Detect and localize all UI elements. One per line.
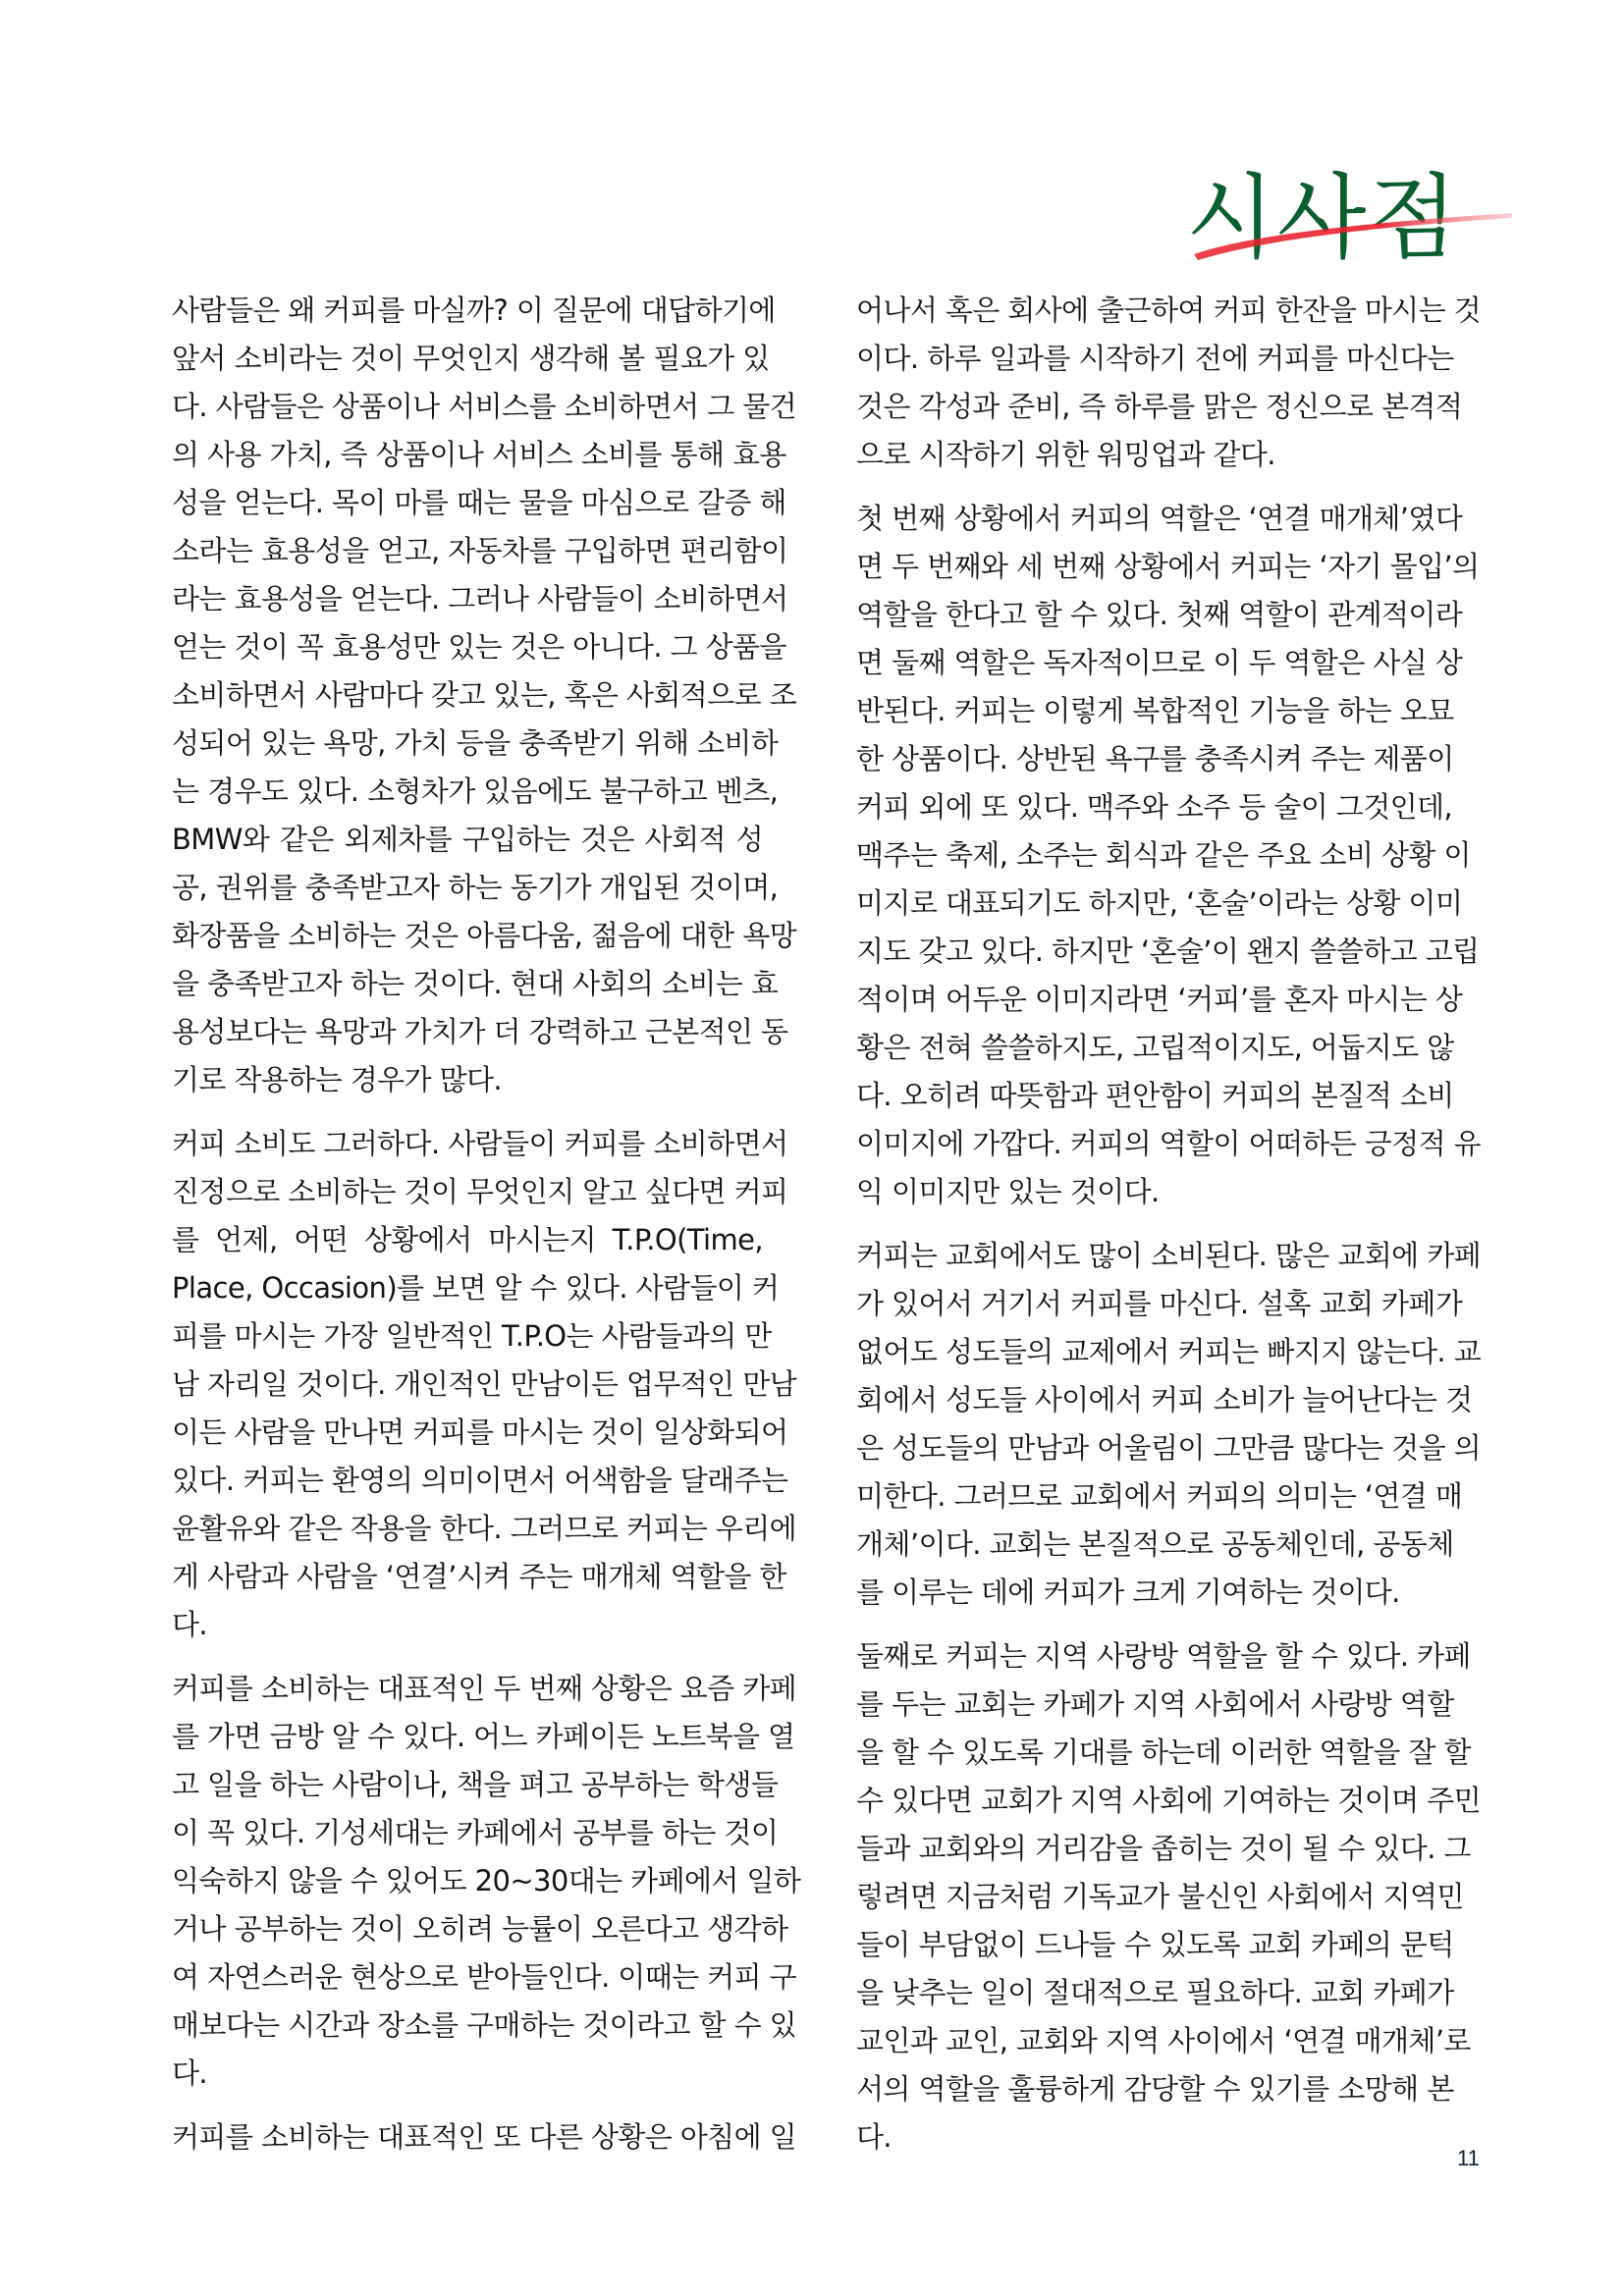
text-line: 면 둘째 역할은 독자적이므로 이 두 역할은 사실 상 bbox=[856, 646, 1463, 679]
paragraph bbox=[172, 2113, 797, 2162]
text-line: 의 사용 가치, 즉 상품이나 서비스 소비를 통해 효용 bbox=[172, 438, 786, 471]
text-line: 서의 역할을 훌륭하게 감당할 수 있기를 소망해 본 bbox=[856, 2072, 1454, 2106]
text-line: 는 경우도 있다. 소형차가 있음에도 불구하고 벤츠, bbox=[172, 774, 779, 808]
text-line: BMW와 같은 외제차를 구입하는 것은 사회적 성 bbox=[172, 823, 763, 856]
text-line: 수 있다면 교회가 지역 사회에 기여하는 것이며 주민 bbox=[856, 1784, 1482, 1817]
text-line: 얻는 것이 꼭 효용성만 있는 것은 아니다. 그 상품을 bbox=[172, 630, 786, 664]
red-brush-underline bbox=[1188, 201, 1522, 270]
paragraph bbox=[172, 287, 797, 1104]
text-line: Place, Occasion)를 보면 알 수 있다. 사람들이 커 bbox=[172, 1271, 780, 1305]
text-line: 거나 공부하는 것이 오히려 능률이 오른다고 생각하 bbox=[172, 1912, 788, 1946]
text-line: 게 사람과 사람을 ‘연결’시켜 주는 매개체 역할을 한 bbox=[172, 1560, 786, 1593]
text-line: 맥주는 축제, 소주는 회식과 같은 주요 소비 상황 이 bbox=[856, 838, 1471, 872]
text-line: 첫 번째 상황에서 커피의 역할은 ‘연결 매개체’였다 bbox=[856, 502, 1463, 535]
text-line: 개체’이다. 교회는 본질적으로 공동체인데, 공동체 bbox=[856, 1527, 1454, 1561]
text-line: 지도 갖고 있다. 하지만 ‘혼술’이 왠지 쓸쓸하고 고립 bbox=[856, 934, 1480, 968]
text-line: 가 있어서 거기서 커피를 마신다. 설혹 교회 카페가 bbox=[856, 1287, 1463, 1320]
text-line: 이든 사람을 만나면 커피를 마시는 것이 일상화되어 bbox=[172, 1415, 788, 1449]
text-line: 이다. 하루 일과를 시작하기 전에 커피를 마신다는 bbox=[856, 342, 1454, 375]
text-line: 남 자리일 것이다. 개인적인 만남이든 업무적인 만남 bbox=[172, 1367, 797, 1401]
page-number: 11 bbox=[1457, 2146, 1480, 2170]
text-line: 한 상품이다. 상반된 욕구를 충족시켜 주는 제품이 bbox=[856, 742, 1454, 775]
text-line: 이미지에 가깝다. 커피의 역할이 어떠하든 긍정적 유 bbox=[856, 1127, 1482, 1160]
text-line: 으로 시작하기 위한 워밍업과 같다. bbox=[856, 438, 1275, 471]
text-line: 용성보다는 욕망과 가치가 더 강력하고 근본적인 동 bbox=[172, 1015, 788, 1048]
text-line: 다. 사람들은 상품이나 서비스를 소비하면서 그 물건 bbox=[172, 390, 797, 423]
text-line: 둘째로 커피는 지역 사랑방 역할을 할 수 있다. 카페 bbox=[856, 1639, 1471, 1673]
text-line: 있다. 커피는 환영의 의미이면서 어색함을 달래주는 bbox=[172, 1464, 788, 1497]
text-line: 다. bbox=[856, 2120, 893, 2154]
text-line: 화장품을 소비하는 것은 아름다움, 젊음에 대한 욕망 bbox=[172, 919, 797, 952]
text-line: 진정으로 소비하는 것이 무엇인지 알고 싶다면 커피 bbox=[172, 1175, 788, 1208]
paragraph bbox=[172, 1120, 797, 1649]
text-line: 것은 각성과 준비, 즉 하루를 맑은 정신으로 본격적 bbox=[856, 390, 1463, 423]
text-line: 피를 마시는 가장 일반적인 T.P.O는 사람들과의 만 bbox=[172, 1319, 772, 1353]
left-column bbox=[172, 287, 801, 2177]
text-line: 를 가면 금방 알 수 있다. 어느 카페이든 노트북을 열 bbox=[172, 1720, 795, 1753]
text-line: 소라는 효용성을 얻고, 자동차를 구입하면 편리함이 bbox=[172, 534, 788, 567]
text-line: 들과 교회와의 거리감을 좁히는 것이 될 수 있다. 그 bbox=[856, 1832, 1471, 1865]
text-line: 역할을 한다고 할 수 있다. 첫째 역할이 관계적이라 bbox=[856, 598, 1463, 631]
text-line: 성을 얻는다. 목이 마를 때는 물을 마심으로 갈증 해 bbox=[172, 486, 786, 519]
text-line: 미한다. 그러므로 교회에서 커피의 의미는 ‘연결 매 bbox=[856, 1479, 1463, 1513]
text-line: 앞서 소비라는 것이 무엇인지 생각해 볼 필요가 있 bbox=[172, 342, 770, 375]
text-line: 사람들은 왜 커피를 마실까? 이 질문에 대답하기에 bbox=[172, 294, 776, 327]
paragraph bbox=[856, 495, 1482, 1216]
text-line: 다. bbox=[172, 1608, 208, 1641]
text-line: 을 할 수 있도록 기대를 하는데 이러한 역할을 잘 할 bbox=[856, 1735, 1471, 1769]
text-line: 라는 효용성을 얻는다. 그러나 사람들이 소비하면서 bbox=[172, 582, 788, 615]
text-line: 커피 소비도 그러하다. 사람들이 커피를 소비하면서 bbox=[172, 1127, 788, 1160]
text-line: 어나서 혹은 회사에 출근하여 커피 한잔을 마시는 것 bbox=[856, 294, 1482, 327]
text-line: 회에서 성도들 사이에서 커피 소비가 늘어난다는 것 bbox=[856, 1383, 1473, 1416]
text-line: 없어도 성도들의 교제에서 커피는 빠지지 않는다. 교 bbox=[856, 1335, 1482, 1368]
paragraph bbox=[856, 1232, 1482, 1617]
text-line: 를 언제, 어떤 상황에서 마시는지 T.P.O(Time, bbox=[172, 1223, 763, 1256]
text-line: 커피는 교회에서도 많이 소비된다. 많은 교회에 카페 bbox=[856, 1239, 1482, 1272]
text-line: 익 이미지만 있는 것이다. bbox=[856, 1175, 1160, 1208]
text-line: 여 자연스러운 현상으로 받아들인다. 이때는 커피 구 bbox=[172, 1960, 797, 1994]
text-line: 커피를 소비하는 대표적인 두 번째 상황은 요즘 카페 bbox=[172, 1672, 797, 1705]
text-line: 을 충족받고자 하는 것이다. 현대 사회의 소비는 효 bbox=[172, 967, 779, 1000]
text-line: 윤활유와 같은 작용을 한다. 그러므로 커피는 우리에 bbox=[172, 1512, 797, 1545]
text-line: 소비하면서 사람마다 갖고 있는, 혹은 사회적으로 조 bbox=[172, 678, 797, 712]
text-line: 익숙하지 않을 수 있어도 20~30대는 카페에서 일하 bbox=[172, 1864, 801, 1897]
text-line: 면 두 번째와 세 번째 상황에서 커피는 ‘자기 몰입’의 bbox=[856, 550, 1480, 583]
text-line: 성되어 있는 욕망, 가치 등을 충족받기 위해 소비하 bbox=[172, 726, 779, 760]
text-line: 적이며 어두운 이미지라면 ‘커피’를 혼자 마시는 상 bbox=[856, 983, 1463, 1016]
text-line: 황은 전혀 쓸쓸하지도, 고립적이지도, 어둡지도 않 bbox=[856, 1031, 1454, 1064]
section-title: 시사점 bbox=[1186, 164, 1460, 272]
text-line: 렇려면 지금처럼 기독교가 불신인 사회에서 지역민 bbox=[856, 1880, 1464, 1913]
text-line: 기로 작용하는 경우가 많다. bbox=[172, 1063, 503, 1096]
text-line: 커피 외에 또 있다. 맥주와 소주 등 술이 그것인데, bbox=[856, 790, 1453, 824]
text-line: 다. 오히려 따뜻함과 편안함이 커피의 본질적 소비 bbox=[856, 1079, 1454, 1112]
text-line: 이 꼭 있다. 기성세대는 카페에서 공부를 하는 것이 bbox=[172, 1816, 779, 1849]
text-line: 다. bbox=[172, 2056, 208, 2090]
paragraph bbox=[172, 1665, 801, 2098]
text-line: 들이 부담없이 드나들 수 있도록 교회 카페의 문턱 bbox=[856, 1928, 1454, 1961]
text-line: 커피를 소비하는 대표적인 또 다른 상황은 아침에 일 bbox=[172, 2120, 797, 2154]
text-line: 를 이루는 데에 커피가 크게 기여하는 것이다. bbox=[856, 1575, 1400, 1609]
text-line: 를 두는 교회는 카페가 지역 사회에서 사랑방 역할 bbox=[856, 1687, 1454, 1721]
paragraph bbox=[856, 287, 1482, 479]
text-line: 고 일을 하는 사람이나, 책을 펴고 공부하는 학생들 bbox=[172, 1768, 779, 1801]
text-line: 공, 권위를 충족받고자 하는 동기가 개입된 것이며, bbox=[172, 871, 779, 904]
text-line: 반된다. 커피는 이렇게 복합적인 기능을 하는 오묘 bbox=[856, 694, 1454, 727]
text-line: 미지로 대표되기도 하지만, ‘혼술’이라는 상황 이미 bbox=[856, 886, 1463, 920]
text-line: 을 낮추는 일이 절대적으로 필요하다. 교회 카페가 bbox=[856, 1976, 1454, 2009]
text-line: 교인과 교인, 교회와 지역 사이에서 ‘연결 매개체’로 bbox=[856, 2024, 1471, 2057]
text-line: 은 성도들의 만남과 어울림이 그만큼 많다는 것을 의 bbox=[856, 1431, 1482, 1465]
text-line: 매보다는 시간과 장소를 구매하는 것이라고 할 수 있 bbox=[172, 2008, 797, 2042]
